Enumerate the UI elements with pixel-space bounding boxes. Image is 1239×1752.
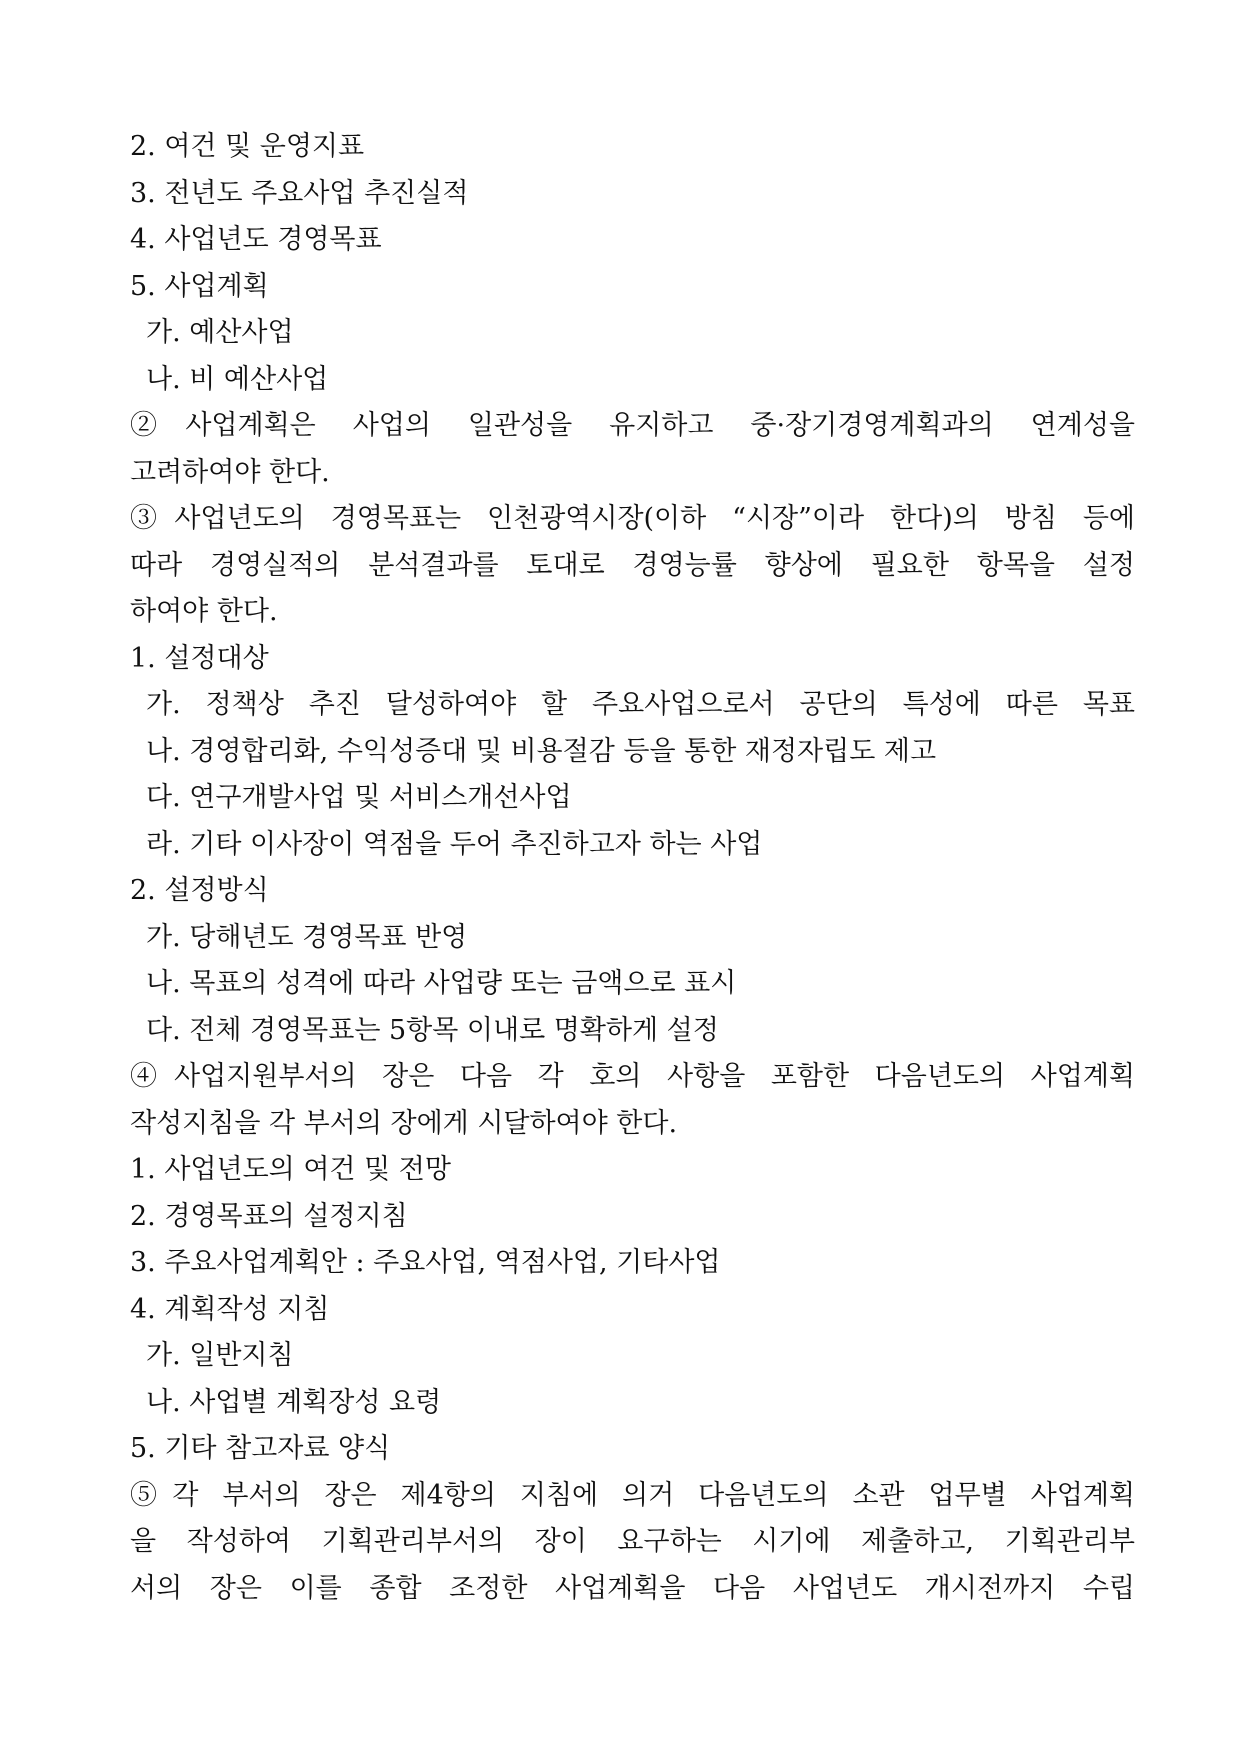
document-line: ③사업년도의 경영목표는 인천광역시장(이하 “시장”이라 한다)의 방침 등에 <box>130 503 1135 534</box>
document-subitem-line: 나. 목표의 성격에 따라 사업량 또는 금액으로 표시 <box>146 968 737 999</box>
document-line: 서의 장은 이를 종합 조정한 사업계획을 다음 사업년도 개시전까지 수립 <box>130 1572 1135 1604</box>
document-line: ④사업지원부서의 장은 다음 각 호의 사항을 포함한 다음년도의 사업계획 <box>130 1061 1135 1092</box>
document-subitem-line: 나. 사업별 계획장성 요령 <box>146 1386 442 1418</box>
document-line: 1. 설정대상 <box>130 642 269 674</box>
document-line: 1. 사업년도의 여건 및 전망 <box>130 1154 451 1185</box>
document-line: 고려하여야 한다. <box>130 456 330 488</box>
document-subitem-line: 나. 경영합리화, 수익성증대 및 비용절감 등을 통한 재정자립도 제고 <box>146 735 937 767</box>
document-line: 을 작성하여 기획관리부서의 장이 요구하는 시기에 제출하고, 기획관리부 <box>130 1526 1135 1557</box>
document-line: ⑤각 부서의 장은 제4항의 지침에 의거 다음년도의 소관 업무별 사업계획 <box>130 1479 1135 1511</box>
document-subitem-line: 가. 정책상 추진 달성하여야 할 주요사업으로서 공단의 특성에 따른 목표 <box>146 689 1135 720</box>
document-line: 3. 전년도 주요사업 추진실적 <box>130 177 469 209</box>
document-subitem-line: 가. 당해년도 경영목표 반영 <box>146 921 468 953</box>
document-line: 4. 계획작성 지침 <box>130 1293 330 1325</box>
document-line: 4. 사업년도 경영목표 <box>130 224 382 255</box>
document-subitem-line: 다. 연구개발사업 및 서비스개선사업 <box>146 782 572 813</box>
document-line: 하여야 한다. <box>130 596 278 627</box>
document-subitem-line: 가. 일반지침 <box>146 1340 294 1371</box>
document-line: 2. 경영목표의 설정지침 <box>130 1200 408 1232</box>
document-body <box>130 124 1135 1612</box>
document-line: 2. 여건 및 운영지표 <box>130 131 365 162</box>
document-line: 따라 경영실적의 분석결과를 토대로 경영능률 향상에 필요한 항목을 설정 <box>130 549 1135 581</box>
document-subitem-line: 가. 예산사업 <box>146 317 294 348</box>
document-line: 5. 기타 참고자료 양식 <box>130 1433 391 1464</box>
document-line: 작성지침을 각 부서의 장에게 시달하여야 한다. <box>130 1107 678 1139</box>
document-line: 5. 사업계획 <box>130 270 269 302</box>
document-line: 2. 설정방식 <box>130 875 269 906</box>
document-line: ②사업계획은 사업의 일관성을 유지하고 중·장기경영계획과의 연계성을 <box>130 410 1135 441</box>
document-subitem-line: 다. 전체 경영목표는 5항목 이내로 명확하게 설정 <box>146 1014 719 1046</box>
document-line: 3. 주요사업계획안 : 주요사업, 역점사업, 기타사업 <box>130 1247 721 1278</box>
document-subitem-line: 라. 기타 이사장이 역점을 두어 추진하고자 하는 사업 <box>146 828 763 860</box>
document-subitem-line: 나. 비 예산사업 <box>146 363 329 395</box>
